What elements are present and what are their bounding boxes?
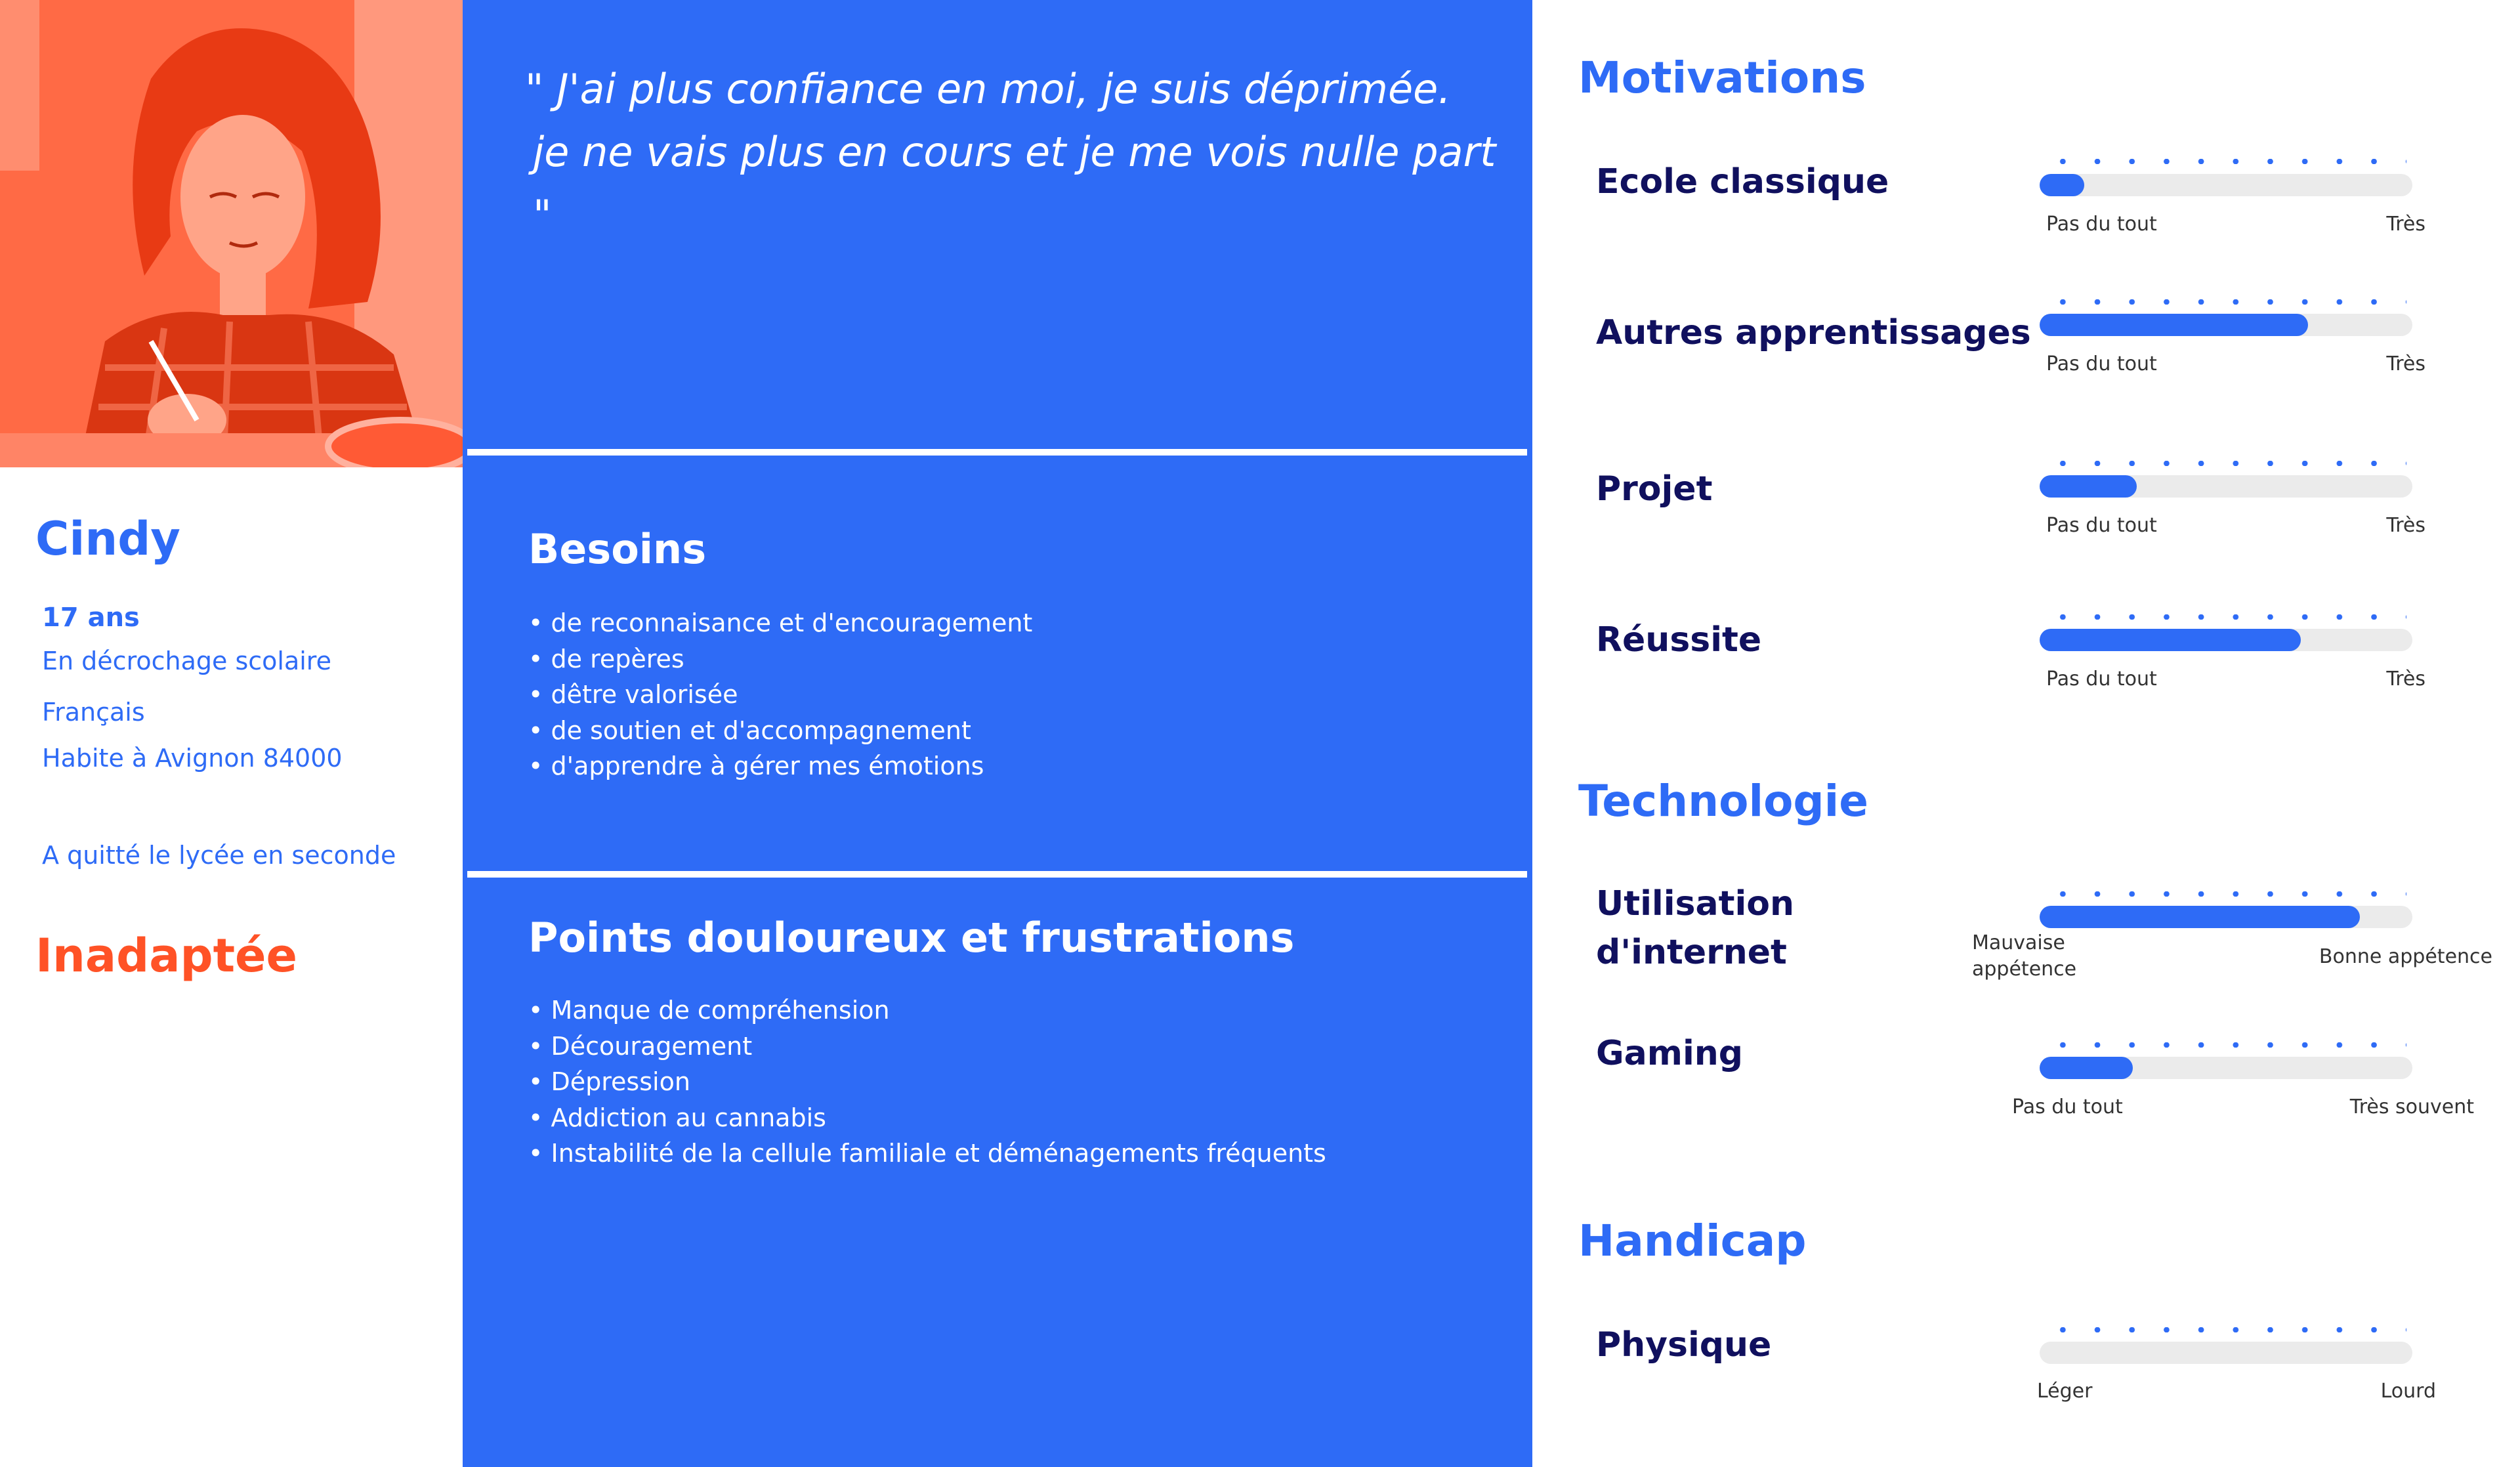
scale-low: Pas du tout [2046, 213, 2157, 236]
persona-nationality: Français [42, 698, 145, 727]
motivation-slider [2040, 475, 2412, 498]
scale-low [1972, 930, 2076, 983]
slider-fill [2040, 174, 2084, 196]
scale-high: Très [2386, 514, 2426, 537]
slider-dots [2046, 891, 2406, 897]
besoins-title: Besoins [528, 525, 707, 573]
divider [467, 871, 1527, 878]
scale-low: Léger [2037, 1380, 2093, 1403]
scale-low-line: Mauvaise [1972, 931, 2065, 954]
slider-label [1596, 880, 1794, 977]
points-item: • Manque de compréhension [528, 992, 1326, 1029]
besoins-list [528, 605, 1032, 784]
slider-dots [2046, 159, 2406, 164]
slider-label: Autres apprentissages [1596, 313, 2031, 352]
besoins-item: • de repères [528, 641, 1032, 677]
quote-line-1: " J'ai plus confiance en moi, je suis déprimée. [525, 65, 1451, 113]
besoins-item: • de reconnaisance et d'encouragement [528, 605, 1032, 641]
scale-high: Lourd [2380, 1380, 2436, 1403]
slider-label: Gaming [1596, 1034, 1744, 1073]
slider-dots [2046, 614, 2406, 620]
motivations-title: Motivations [1578, 53, 1866, 103]
technologie-title: Technologie [1578, 776, 1869, 826]
slider-dots [2046, 1042, 2406, 1048]
slider-fill [2040, 1057, 2133, 1079]
scale-high: Bonne appétence [2319, 945, 2492, 968]
slider-label: Réussite [1596, 620, 1762, 660]
points-title: Points douloureux et frustrations [528, 914, 1295, 962]
technology-slider [2040, 1057, 2412, 1079]
scale-low: Pas du tout [2046, 668, 2157, 691]
slider-fill [2040, 906, 2360, 928]
handicap-title: Handicap [1578, 1216, 1807, 1266]
scale-high: Très [2386, 668, 2426, 691]
motivation-slider [2040, 629, 2412, 651]
persona-name: Cindy [35, 512, 180, 566]
slider-label-line: Utilisation [1596, 884, 1795, 924]
motivation-slider [2040, 174, 2412, 196]
persona-status: En décrochage scolaire [42, 647, 331, 675]
scale-low-line: appétence [1972, 958, 2077, 981]
slider-dots [2046, 461, 2406, 466]
slider-label-line: d'internet [1596, 933, 1787, 972]
persona-tag: Inadaptée [35, 929, 297, 983]
motivation-slider [2040, 314, 2412, 336]
slider-label: Projet [1596, 469, 1713, 509]
scale-low: Pas du tout [2046, 352, 2157, 375]
slider-fill [2040, 314, 2308, 336]
persona-school: A quitté le lycée en seconde [42, 841, 396, 870]
points-item: • Addiction au cannabis [528, 1100, 1326, 1136]
scale-high: Très souvent [2349, 1095, 2474, 1118]
besoins-item: • de soutien et d'accompagnement [528, 713, 1032, 749]
slider-fill [2040, 629, 2301, 651]
besoins-item: • dêtre valorisée [528, 677, 1032, 713]
scale-low: Pas du tout [2012, 1095, 2123, 1118]
slider-label: Physique [1596, 1325, 1772, 1365]
slider-dots [2046, 299, 2406, 305]
scale-low: Pas du tout [2046, 514, 2157, 537]
profile-photo [0, 0, 463, 467]
slider-label: Ecole classique [1596, 162, 1889, 202]
persona-age: 17 ans [42, 603, 140, 633]
points-item: • Découragement [528, 1029, 1326, 1065]
technology-slider [2040, 906, 2412, 928]
scale-high: Très [2386, 213, 2426, 236]
persona-location: Habite à Avignon 84000 [42, 744, 343, 773]
person-illustration [0, 0, 463, 467]
persona-quote [525, 58, 1509, 247]
quote-line-2: je ne vais plus en cours et je me vois nulle part " [533, 128, 1496, 239]
slider-dots [2046, 1327, 2406, 1332]
scale-high: Très [2386, 352, 2426, 375]
divider [467, 449, 1527, 456]
slider-fill [2040, 475, 2137, 498]
points-item: • Dépression [528, 1064, 1326, 1100]
handicap-slider [2040, 1342, 2412, 1364]
points-list [528, 992, 1326, 1172]
points-item: • Instabilité de la cellule familiale et déménagements fréquents [528, 1136, 1326, 1172]
besoins-item: • d'apprendre à gérer mes émotions [528, 748, 1032, 784]
